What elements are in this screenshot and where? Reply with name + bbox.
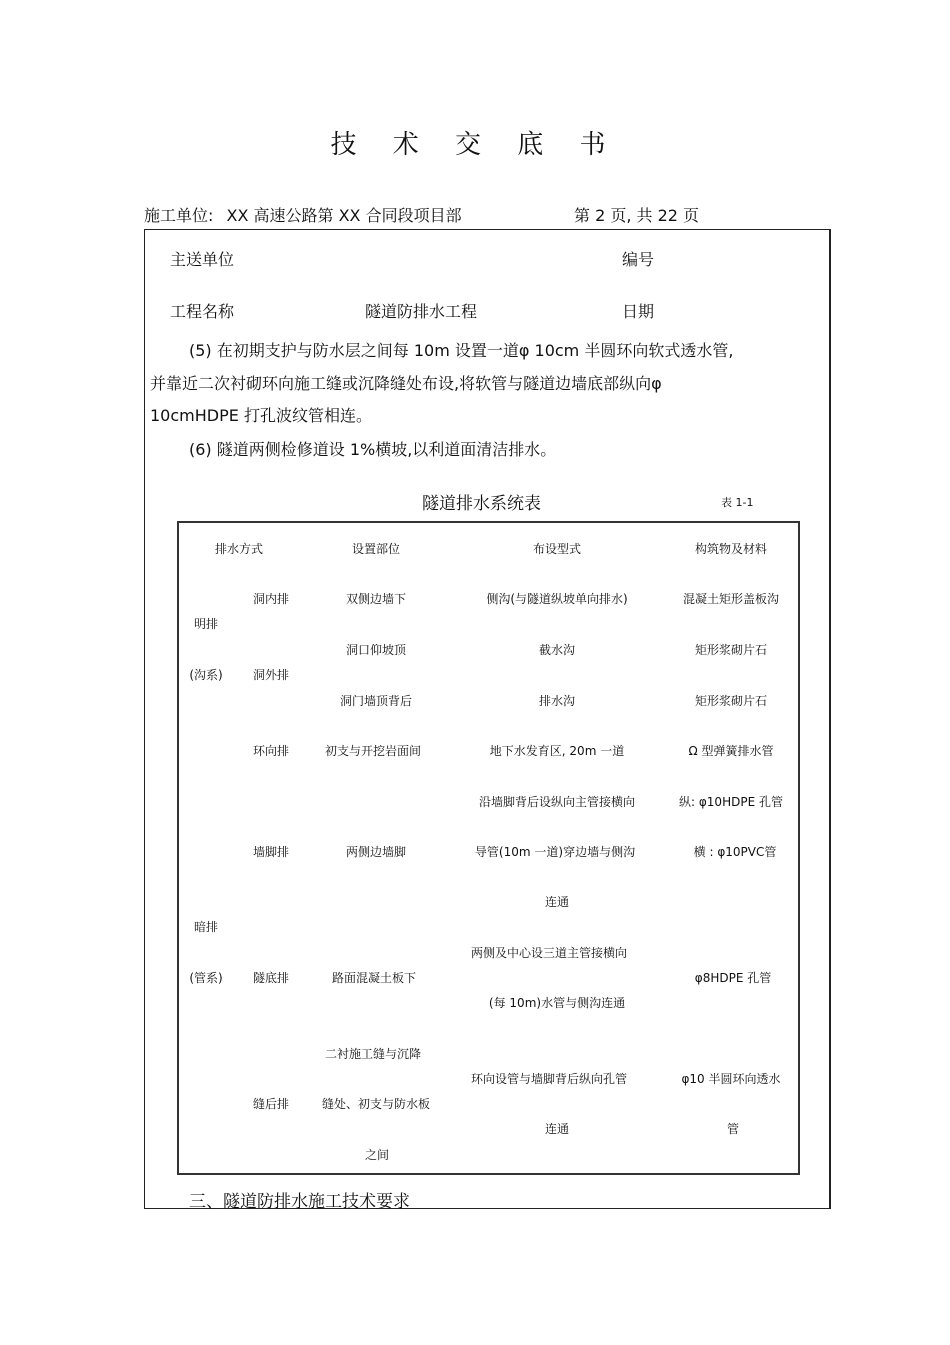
construction-unit-label: 施工单位: (144, 206, 214, 225)
table-cell-material-line: 管 (726, 1122, 740, 1136)
construction-unit (144, 203, 462, 226)
table-cell-material-line: φ10 半圆环向透水 (681, 1072, 781, 1086)
table-cell-layout-line: 环向设管与墙脚背后纵向孔管 (470, 1072, 628, 1086)
table-cell-material: φ8HDPE 孔管 (694, 971, 772, 985)
table-cell-type: 缝后排 (252, 1097, 290, 1111)
group-open-drain-sub: (沟系) (189, 668, 223, 682)
table-title: 隧道排水系统表 (422, 494, 541, 514)
group-hidden-drain-sub: (管系) (189, 971, 223, 985)
date-label: 日期 (622, 302, 655, 321)
table-cell-layout: 侧沟(与隧道纵坡单向排水) (486, 592, 628, 606)
table-cell-layout-line: (每 10m)水管与侧沟连通 (488, 996, 626, 1010)
number-label: 编号 (622, 250, 655, 269)
table-cell-layout-line: 沿墙脚背后设纵向主管接横向 (478, 795, 636, 809)
table-cell-type: 洞外排 (252, 668, 290, 682)
table-header: 排水方式 (214, 542, 264, 556)
document-title: 技 术 交 底 书 (330, 130, 620, 160)
table-cell-location: 路面混凝土板下 (331, 971, 417, 985)
table-cell-location: 两侧边墙脚 (345, 845, 407, 859)
project-value: 隧道防排水工程 (365, 302, 478, 321)
table-cell-layout-line: 连通 (544, 895, 570, 909)
table-header: 构筑物及材料 (694, 542, 768, 556)
table-cell-material: 矩形浆砌片石 (694, 694, 768, 708)
table-cell-location: 洞口仰坡顶 (345, 643, 407, 657)
table-cell-material: 混凝土矩形盖板沟 (682, 592, 780, 606)
table-cell-layout: 排水沟 (538, 694, 576, 708)
table-header: 设置部位 (351, 542, 401, 556)
paragraph-5-line-1: (5) 在初期支护与防水层之间每 10m 设置一道φ 10cm 半圆环向软式透水管, (189, 341, 734, 360)
project-label: 工程名称 (170, 302, 235, 321)
table-cell-type: 环向排 (252, 744, 290, 758)
table-cell-location: 初支与开挖岩面间 (324, 744, 422, 758)
page-info: 第 2 页, 共 22 页 (574, 206, 700, 225)
table-cell-type: 隧底排 (252, 971, 290, 985)
table-header: 布设型式 (532, 542, 582, 556)
table-cell-layout: 截水沟 (538, 643, 576, 657)
table-cell-type: 墙脚排 (252, 845, 290, 859)
table-cell-layout-line: 导管(10m 一道)穿边墙与侧沟 (474, 845, 636, 859)
group-open-drain: 明排 (193, 617, 219, 631)
construction-unit-value: XX 高速公路第 XX 合同段项目部 (226, 206, 462, 225)
table-number: 表 1-1 (721, 496, 754, 509)
table-cell-layout: 地下水发育区, 20m 一道 (489, 744, 625, 758)
table-cell-layout-line: 连通 (544, 1122, 570, 1136)
table-cell-material: Ω 型弹簧排水管 (688, 744, 774, 758)
group-hidden-drain: 暗排 (193, 920, 219, 934)
table-cell-material: 矩形浆砌片石 (694, 643, 768, 657)
section-heading: 三、隧道防排水施工技术要求 (189, 1192, 410, 1212)
table-cell-type: 洞内排 (252, 592, 290, 606)
table-cell-location: 双侧边墙下 (345, 592, 407, 606)
paragraph-5-line-3: 10cmHDPE 打孔波纹管相连。 (150, 406, 372, 425)
table-cell-location-line: 二衬施工缝与沉降 (324, 1047, 422, 1061)
paragraph-6: (6) 隧道两侧检修道设 1%横坡,以利道面清洁排水。 (189, 440, 557, 459)
table-cell-layout-line: 两侧及中心设三道主管接横向 (470, 946, 628, 960)
paragraph-5-line-2: 并靠近二次衬砌环向施工缝或沉降缝处布设,将软管与隧道边墙底部纵向φ (150, 374, 662, 393)
table-cell-material-line: 纵: φ10HDPE 孔管 (679, 795, 783, 809)
table-cell-material-line: 横 : φ10PVC管 (693, 845, 777, 859)
table-cell-location: 洞门墙顶背后 (339, 694, 413, 708)
sender-label: 主送单位 (170, 250, 235, 269)
table-cell-location-line: 之间 (364, 1148, 390, 1162)
table-cell-location-line: 缝处、初支与防水板 (321, 1097, 431, 1111)
